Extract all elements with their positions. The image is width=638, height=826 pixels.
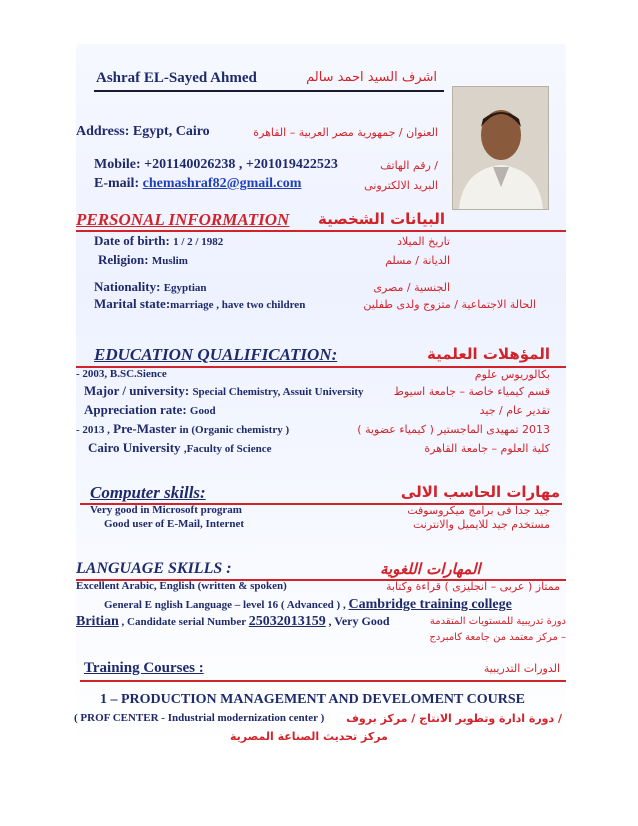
- language-line3: [76, 614, 390, 630]
- dob-arabic: تاريخ الميلاد: [397, 235, 450, 248]
- dob-label: Date of birth:: [94, 233, 170, 248]
- mobile-arabic: / رقم الهاتف: [380, 159, 438, 172]
- dob-value: 1 / 2 / 1982: [173, 236, 224, 248]
- email-arabic: البريد الالكترونى: [364, 179, 438, 192]
- candidate-serial-label: , Candidate serial Number: [121, 616, 246, 628]
- education-title-ar: المؤهلات العلمية: [427, 345, 550, 363]
- address-arabic: العنوان / جمهورية مصر العربية – القاهرة: [253, 126, 438, 139]
- marital-value: marriage , have two children: [170, 299, 306, 311]
- computer-line1-ar: جيد جدا فى برامج ميكروسوفت: [407, 504, 550, 517]
- edu-row1-en: - 2003, B.SC.Sience: [76, 368, 167, 380]
- language-title-en: LANGUAGE SKILLS :: [76, 560, 232, 577]
- marital-line: [94, 296, 305, 312]
- person-silhouette-icon: [453, 87, 548, 209]
- premaster-value: in (Organic chemistry ): [179, 424, 290, 436]
- course1-arabic-2: مركز تحديث الصناعة المصرية: [230, 730, 388, 743]
- religion-arabic: الديانة / مسلم: [385, 254, 450, 267]
- edu-row2-ar: قسم كيمياء خاصة – جامعة اسيوط: [393, 385, 550, 398]
- course1-title: 1 – PRODUCTION MANAGEMENT AND DEVELOMENT COURSE: [100, 692, 525, 707]
- religion-value: Muslim: [151, 255, 188, 267]
- serial-grade: , Very Good: [328, 614, 390, 628]
- nationality-line: [94, 279, 207, 295]
- header-underline: [94, 90, 444, 92]
- language-line1-en: Excellent Arabic, English (written & spoken): [76, 580, 287, 592]
- name-english: Ashraf EL-Sayed Ahmed: [96, 70, 257, 86]
- general-english-level: General E nglish Language – level 16 ( Advanced ) ,: [104, 599, 346, 611]
- edu-row2-en: [84, 383, 364, 399]
- edu-row3-en: [84, 402, 216, 418]
- mobile-value: +201140026238 , +201019422523: [144, 157, 338, 172]
- britian-word: Britian: [76, 614, 119, 629]
- edu-row5-en: [88, 440, 272, 456]
- nationality-arabic: الجنسية / مصرى: [373, 281, 450, 294]
- mobile-label: Mobile:: [94, 157, 141, 172]
- candidate-serial-number: 25032013159: [248, 614, 326, 629]
- training-title-en: Training Courses :: [84, 660, 204, 676]
- computer-title-en: Computer skills:: [90, 483, 206, 502]
- edu-row5-ar: كلية العلوم – جامعة القاهرة: [424, 442, 550, 455]
- computer-line2-ar: مستخدم جيد للايميل والانترنت: [412, 518, 550, 531]
- computer-line1-en: Very good in Microsoft program: [90, 504, 242, 516]
- language-line3-ar: دورة تدريبية للمستويات المتقدمة: [429, 616, 566, 627]
- address-label: Address:: [76, 124, 130, 139]
- email-line: [94, 176, 301, 192]
- training-underline: [80, 680, 566, 682]
- computer-title-ar: مهارات الحاسب الالى: [400, 483, 560, 501]
- course1-arabic: / دورة ادارة وتطوير الانتاج / مركز بروف: [346, 712, 562, 725]
- premaster-year: - 2013 ,: [76, 424, 110, 436]
- education-title-en: EDUCATION QUALIFICATION:: [94, 345, 338, 364]
- marital-arabic: الحالة الاجتماعية / متزوج ولدى طفلين: [363, 298, 536, 311]
- address-value: Egypt, Cairo: [132, 124, 210, 139]
- rate-value: Good: [189, 405, 216, 417]
- personal-title-en: PERSONAL INFORMATION: [76, 210, 290, 229]
- dob-line: [94, 233, 223, 249]
- address-line: [76, 124, 210, 140]
- language-title-ar: المهارات اللغوية: [380, 560, 481, 578]
- email-link[interactable]: chemashraf82@gmail.com: [142, 176, 302, 191]
- computer-line2-en: Good user of E-Mail, Internet: [104, 518, 245, 530]
- mobile-line: [94, 157, 338, 173]
- religion-line: [98, 252, 188, 268]
- edu-row4-ar: 2013 تمهيدى الماجستير ( كيمياء عضوية ): [357, 423, 550, 436]
- rate-label: Appreciation rate:: [84, 402, 187, 417]
- faculty-value: ,Faculty of Science: [183, 443, 272, 455]
- marital-label: Marital state:: [94, 296, 171, 311]
- language-line1-ar: ممتاز ( عربى – انجليزى ) قراءة وكتابة: [385, 580, 560, 593]
- edu-row4-en: [76, 421, 289, 437]
- major-value: Special Chemistry, Assuit University: [192, 386, 364, 398]
- email-label: E-mail:: [94, 176, 140, 191]
- course1-center: ( PROF CENTER - Industrial modernization center ): [74, 712, 325, 724]
- profile-photo: [452, 86, 549, 210]
- nationality-label: Nationality:: [94, 279, 161, 294]
- training-title-ar: الدورات التدريبية: [483, 662, 560, 675]
- name-arabic: اشرف السيد احمد سالم: [306, 70, 437, 85]
- religion-label: Religion:: [98, 252, 149, 267]
- edu-row3-ar: تقدير عام / جيد: [479, 404, 550, 417]
- language-line2: [104, 597, 512, 613]
- personal-underline: [76, 230, 566, 232]
- cambridge-college: Cambridge training college: [348, 597, 512, 612]
- nationality-value: Egyptian: [163, 282, 207, 294]
- major-label: Major / university:: [84, 383, 190, 398]
- personal-title-ar: البيانات الشخصية: [318, 210, 446, 228]
- university-label: Cairo University: [88, 440, 181, 455]
- premaster-label: Pre-Master: [113, 421, 177, 436]
- language-line4-ar: – مركز معتمد من جامعة كامبردج: [429, 632, 566, 643]
- edu-row1-ar: بكالوريوس علوم: [474, 368, 550, 381]
